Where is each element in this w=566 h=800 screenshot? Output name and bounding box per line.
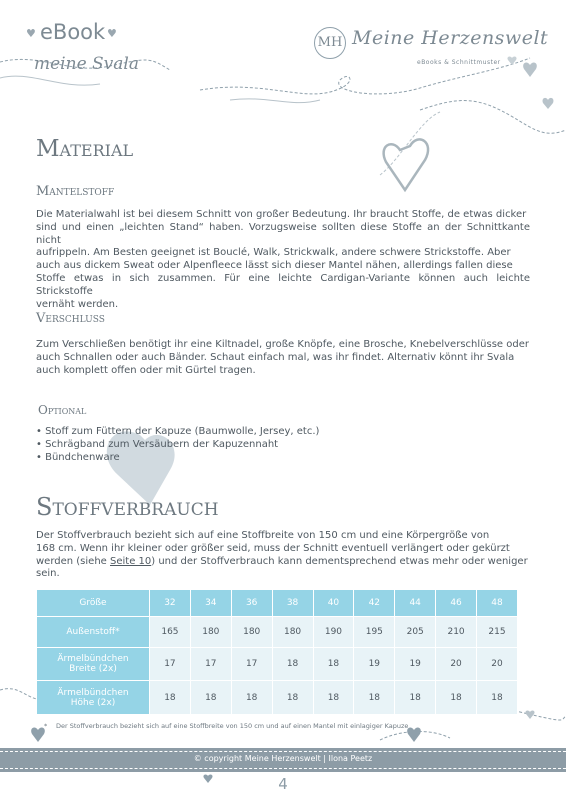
ebook-label: eBook xyxy=(40,20,106,44)
heart-icon: ♥ xyxy=(107,27,117,40)
footnote-text: Der Stoffverbrauch bezieht sich auf eine Stoffbreite von 150 cm und auf einen Mantel mit einlagiger Kapuze xyxy=(56,722,409,730)
table-cell: 19 xyxy=(395,648,436,681)
text-line: vernäht werden. xyxy=(36,298,119,310)
pattern-name: meine Svala xyxy=(34,54,139,74)
size-header: 32 xyxy=(150,590,191,617)
text-segment: ) und der Stoffverbrauch kann dementsprechend etwas mehr oder weniger xyxy=(151,555,528,567)
table-cell: 18 xyxy=(272,681,313,715)
size-header: 46 xyxy=(436,590,477,617)
optional-heading: Optional xyxy=(38,403,87,417)
text-line: sind und einen „leichten Stand“ haben. Vorzugsweise sollten diese Stoffe an der Schnittkante nicht xyxy=(36,221,530,246)
thread-line xyxy=(420,101,566,134)
size-header: 36 xyxy=(231,590,272,617)
size-header: 44 xyxy=(395,590,436,617)
table-cell: 18 xyxy=(477,681,518,715)
table-cell: 18 xyxy=(313,681,354,715)
table-cell: 180 xyxy=(272,617,313,648)
text-line: aufrippeln. Am Besten geeignet ist Bouclé, Walk, Strickwalk, andere schwere Strickstoffe. Aber xyxy=(36,247,511,259)
thread-line xyxy=(230,99,320,103)
row-label xyxy=(37,681,150,715)
table-row xyxy=(37,648,518,681)
table-cell: 20 xyxy=(436,648,477,681)
list-item: • Stoff zum Füttern der Kapuze (Baumwolle, Jersey, etc.) xyxy=(36,426,320,437)
material-title: Material xyxy=(36,136,134,162)
table-cell: 17 xyxy=(190,648,231,681)
table-cell: 180 xyxy=(190,617,231,648)
page-reference-link[interactable]: Seite 10 xyxy=(110,555,152,567)
text-line: auch aus dickem Sweat oder Alpenfleece lässt sich dieser Mantel nähen, allerdings fallen diese xyxy=(36,260,513,272)
table-cell: 190 xyxy=(313,617,354,648)
heart-shape xyxy=(507,57,516,65)
size-header: 42 xyxy=(354,590,395,617)
table-cell: 18 xyxy=(150,681,191,715)
table-cell: 18 xyxy=(313,648,354,681)
size-header: 48 xyxy=(477,590,518,617)
thread-line xyxy=(0,76,100,85)
verschluss-heading: Verschluss xyxy=(36,311,105,326)
row-label xyxy=(37,648,150,681)
table-cell: 205 xyxy=(395,617,436,648)
heart-shape xyxy=(31,727,45,742)
optional-list xyxy=(36,425,319,464)
stoffverbrauch-title: Stoffverbrauch xyxy=(36,493,219,521)
list-item: • Schrägband zum Versäubern der Kapuzennaht xyxy=(36,439,279,450)
heart-shape xyxy=(543,98,554,109)
table-cell: 210 xyxy=(436,617,477,648)
table-header-row xyxy=(37,590,518,617)
heart-shape xyxy=(525,711,534,719)
text-line: sein. xyxy=(36,568,60,580)
table-cell: 17 xyxy=(150,648,191,681)
text-line xyxy=(36,556,530,569)
table-cell: 215 xyxy=(477,617,518,648)
table-cell: 19 xyxy=(354,648,395,681)
list-item: • Bündchenware xyxy=(36,452,120,463)
table-cell: 18 xyxy=(190,681,231,715)
size-header: 38 xyxy=(272,590,313,617)
table-cell: 180 xyxy=(231,617,272,648)
table-row xyxy=(37,681,518,715)
text-line: Zum Verschließen benötigt ihr eine Kiltnadel, große Knöpfe, eine Brosche, Knebelverschlüsse oder xyxy=(36,339,529,350)
fabric-consumption-table xyxy=(36,589,518,715)
table-cell: 165 xyxy=(150,617,191,648)
text-line: auch komplett offen oder mit Gürtel tragen. xyxy=(36,364,256,376)
header-label: Größe xyxy=(37,590,150,617)
table-cell: 18 xyxy=(354,681,395,715)
footnote-mark: * xyxy=(44,722,48,730)
text-line: 168 cm. Wenn ihr kleiner oder größer seid, muss der Schnitt eventuell verlängert oder gekürzt xyxy=(36,542,510,554)
text-line: Der Stoffverbrauch bezieht sich auf eine Stoffbreite von 150 cm und eine Körpergröße von xyxy=(36,530,490,541)
table-cell: 17 xyxy=(231,648,272,681)
table-cell: 18 xyxy=(231,681,272,715)
row-label-line: Ärmelbündchen xyxy=(57,654,129,664)
table-cell: 18 xyxy=(395,681,436,715)
page-number: 4 xyxy=(278,775,288,793)
row-label-line: Ärmelbündchen xyxy=(57,687,129,698)
heart-outline xyxy=(384,139,428,190)
row-label-line: Breite (2x) xyxy=(69,664,117,674)
heart-shape xyxy=(523,62,537,77)
text-line: Die Materialwahl ist bei diesem Schnitt von großer Bedeutung. Ihr braucht Stoffe, de etwas dicker xyxy=(36,209,527,220)
table-cell: 18 xyxy=(436,681,477,715)
text-line: Stoffe etwas in sich zusammen. Für eine leichte Cardigan-Variante können auch leichte Strickstoffe xyxy=(36,272,530,297)
table-row xyxy=(37,617,518,648)
mantelstoff-heading: Mantelstoff xyxy=(36,184,115,199)
heart-icon: ♥ xyxy=(26,27,36,40)
size-header: 34 xyxy=(190,590,231,617)
text-segment: werden (siehe xyxy=(36,555,110,567)
mantelstoff-paragraph xyxy=(36,209,530,311)
logo-monogram: MH xyxy=(314,27,346,59)
stoffverbrauch-paragraph xyxy=(36,530,530,581)
heart-shape xyxy=(407,727,421,742)
row-label-line: Höhe (2x) xyxy=(70,697,116,708)
size-header: 40 xyxy=(313,590,354,617)
table-cell: 18 xyxy=(272,648,313,681)
text-line: auch Schnallen oder auch Bänder. Schaut einfach mal, was ihr findet. Alternativ könnt ihr Svala xyxy=(36,351,515,363)
verschluss-paragraph xyxy=(36,339,530,377)
table-cell: 195 xyxy=(354,617,395,648)
logo-name: Meine Herzenswelt xyxy=(352,27,549,49)
row-label: Außenstoff* xyxy=(37,617,150,648)
copyright-text: © copyright Meine Herzenswelt | Ilona Peetz xyxy=(193,754,373,763)
logo-tagline: eBooks & Schnittmuster xyxy=(417,59,501,66)
table-cell: 20 xyxy=(477,648,518,681)
